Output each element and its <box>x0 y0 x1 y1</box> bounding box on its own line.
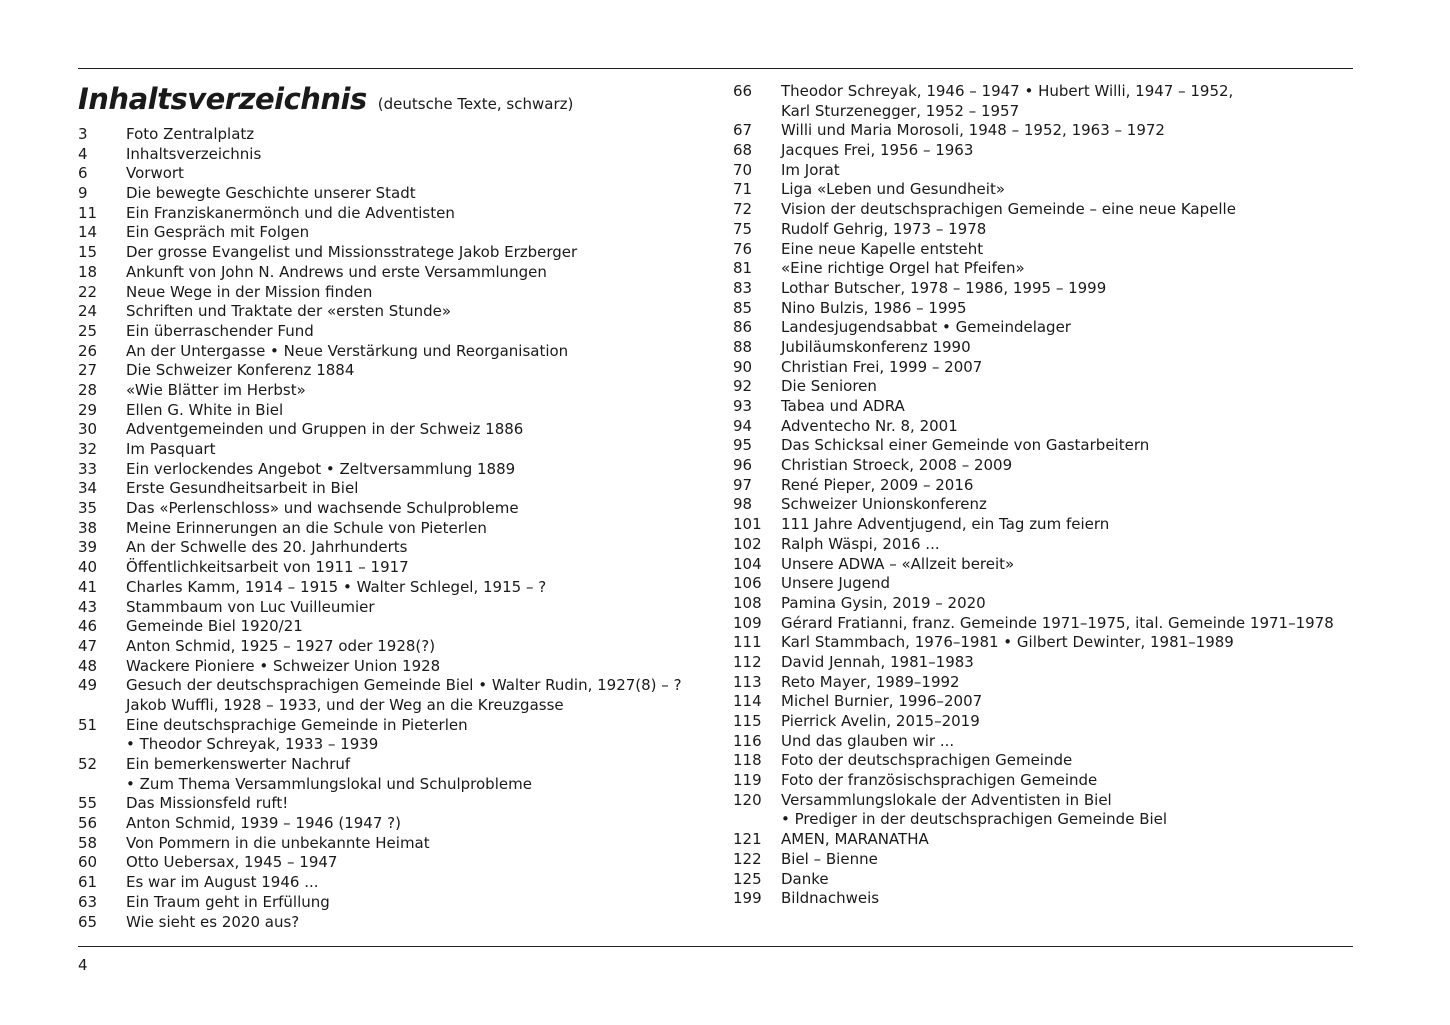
toc-page-number <box>733 810 781 830</box>
toc-entry <box>78 676 718 696</box>
toc-page-number: 29 <box>78 400 98 419</box>
toc-page-number <box>78 775 126 795</box>
toc-entry <box>78 657 718 677</box>
toc-entry <box>733 692 1353 712</box>
toc-entry <box>733 180 1353 200</box>
toc-entry <box>733 535 1353 555</box>
toc-entry <box>78 538 718 558</box>
toc-entry <box>733 397 1353 417</box>
toc-entry-title: Das «Perlenschloss» und wachsende Schulprobleme <box>126 499 519 518</box>
toc-page-number: 35 <box>78 499 98 518</box>
toc-entry <box>733 574 1353 594</box>
toc-page-number: 114 <box>733 692 762 711</box>
toc-entry-title: Anton Schmid, 1939 – 1946 (1947 ?) <box>126 814 401 833</box>
toc-entry <box>733 476 1353 496</box>
toc-entry <box>733 456 1353 476</box>
toc-entry-title: Die Senioren <box>781 377 877 396</box>
toc-entry <box>78 164 718 184</box>
toc-page-number: 24 <box>78 302 98 321</box>
toc-page-number: 56 <box>78 814 98 833</box>
toc-entry <box>78 696 718 716</box>
toc-entry-title: Wie sieht es 2020 aus? <box>126 912 300 931</box>
toc-entry <box>733 121 1353 141</box>
toc-entry-title: Ralph Wäspi, 2016 ... <box>781 534 940 553</box>
toc-entry-title: Meine Erinnerungen an die Schule von Pieterlen <box>126 518 487 537</box>
toc-entry <box>733 279 1353 299</box>
toc-page-number: 49 <box>78 676 98 695</box>
toc-entry <box>78 361 718 381</box>
toc-entry-title: Liga «Leben und Gesundheit» <box>781 180 1005 199</box>
toc-page-number: 33 <box>78 459 98 478</box>
toc-entry-title: 111 Jahre Adventjugend, ein Tag zum feiern <box>781 515 1110 534</box>
toc-page-number: 108 <box>733 593 762 612</box>
toc-left-column <box>78 82 718 932</box>
toc-entry <box>78 342 718 362</box>
toc-entry-title: Schriften und Traktate der «ersten Stunde» <box>126 302 452 321</box>
toc-page-number: 26 <box>78 341 98 360</box>
bottom-rule <box>78 946 1353 947</box>
toc-entry <box>733 200 1353 220</box>
toc-page-number: 61 <box>78 873 98 892</box>
toc-entry <box>733 358 1353 378</box>
toc-entry-title: Reto Mayer, 1989–1992 <box>781 672 960 691</box>
toc-entry <box>733 259 1353 279</box>
toc-page-number: 86 <box>733 318 753 337</box>
toc-entry <box>78 834 718 854</box>
toc-page-number: 81 <box>733 259 753 278</box>
toc-entry <box>78 184 718 204</box>
toc-entry-title: Christian Frei, 1999 – 2007 <box>781 357 983 376</box>
toc-page-number: 65 <box>78 912 98 931</box>
toc-page-number: 52 <box>78 755 98 773</box>
toc-page-number: 115 <box>733 712 762 730</box>
toc-entry-title: Ein überraschender Fund <box>126 321 314 340</box>
toc-entry <box>78 913 718 933</box>
toc-entry-title: Christian Stroeck, 2008 – 2009 <box>781 456 1013 475</box>
toc-entry-title: Foto der französischsprachigen Gemeinde <box>781 771 1098 790</box>
toc-entry <box>78 853 718 873</box>
toc-page-number: 30 <box>78 420 98 439</box>
toc-entry <box>733 240 1353 260</box>
toc-page-number: 55 <box>78 794 98 813</box>
toc-entry-title: Das Missionsfeld ruft! <box>126 794 289 813</box>
toc-page-number: 119 <box>733 771 762 790</box>
toc-entry <box>733 614 1353 634</box>
page-number: 4 <box>78 956 88 974</box>
toc-page-number: 40 <box>78 558 98 577</box>
toc-entry-title: Biel – Bienne <box>781 849 878 868</box>
toc-page-number: 109 <box>733 613 762 632</box>
toc-entry-title: Eine deutschsprachige Gemeinde in Pieterlen <box>126 715 468 734</box>
toc-entry <box>78 125 718 145</box>
toc-entry <box>733 495 1353 515</box>
toc-entry-title: Und das glauben wir ... <box>781 731 955 750</box>
page-title: Inhaltsverzeichnis <box>78 82 367 116</box>
toc-page-number: 70 <box>733 160 753 179</box>
toc-page-number: 90 <box>733 357 753 376</box>
toc-page-number: 72 <box>733 200 753 219</box>
toc-page-number: 63 <box>78 892 98 911</box>
toc-entry-title: Ellen G. White in Biel <box>126 400 284 419</box>
toc-entry <box>78 775 718 795</box>
toc-entry <box>78 145 718 165</box>
toc-entry-title: Ein verlockendes Angebot • Zeltversammlung 1889 <box>126 459 516 478</box>
toc-entry-title: Jakob Wuffli, 1928 – 1933, und der Weg an die Kreuzgasse <box>126 695 564 714</box>
toc-entry-title: Gemeinde Biel 1920/21 <box>126 617 303 636</box>
toc-entry-title: Ankunft von John N. Andrews und erste Versammlungen <box>126 262 547 281</box>
toc-page-number: 101 <box>733 515 762 534</box>
toc-page-number: 39 <box>78 538 98 557</box>
toc-entry <box>78 893 718 913</box>
toc-entry <box>78 302 718 322</box>
toc-entry <box>733 850 1353 870</box>
toc-entry <box>733 102 1353 122</box>
toc-page-number: 51 <box>78 715 98 734</box>
toc-entry-title: An der Schwelle des 20. Jahrhunderts <box>126 538 408 557</box>
toc-page-number <box>78 696 126 716</box>
toc-page-number <box>78 735 126 755</box>
toc-entry-title: Vision der deutschsprachigen Gemeinde – eine neue Kapelle <box>781 200 1236 219</box>
toc-entry-title: Der grosse Evangelist und Missionsstratege Jakob Erzberger <box>126 243 578 262</box>
toc-entry-title: Lothar Butscher, 1978 – 1986, 1995 – 1999 <box>781 278 1107 297</box>
toc-page-number: 104 <box>733 554 762 573</box>
toc-list-left <box>78 125 718 932</box>
toc-entry-title: Gérard Fratianni, franz. Gemeinde 1971–1975, ital. Gemeinde 1971–1978 <box>781 613 1334 632</box>
toc-page-number: 118 <box>733 751 762 770</box>
toc-page-number: 15 <box>78 243 98 262</box>
toc-entry <box>733 830 1353 850</box>
toc-entry <box>733 791 1353 811</box>
toc-entry <box>78 420 718 440</box>
toc-entry <box>733 712 1353 732</box>
toc-page-number: 6 <box>78 164 88 183</box>
toc-entry <box>78 223 718 243</box>
toc-entry-title: Willi und Maria Morosoli, 1948 – 1952, 1963 – 1972 <box>781 121 1165 140</box>
toc-entry-title: Das Schicksal einer Gemeinde von Gastarbeitern <box>781 436 1150 455</box>
toc-page-number: 102 <box>733 534 762 553</box>
toc-entry <box>78 243 718 263</box>
toc-page-number: 113 <box>733 672 762 691</box>
toc-entry-title: Unsere ADWA – «Allzeit bereit» <box>781 554 1015 573</box>
toc-entry-title: Ein Traum geht in Erfüllung <box>126 892 330 911</box>
toc-entry-title: Inhaltsverzeichnis <box>126 144 262 163</box>
toc-entry <box>733 299 1353 319</box>
toc-entry <box>733 732 1353 752</box>
toc-entry-title: Karl Sturzenegger, 1952 – 1957 <box>781 101 1020 120</box>
toc-entry-title: Im Pasquart <box>126 440 216 458</box>
toc-page-number: 22 <box>78 282 98 301</box>
toc-entry <box>733 141 1353 161</box>
toc-page-number: 85 <box>733 298 753 317</box>
toc-entry-title: Unsere Jugend <box>781 574 891 593</box>
toc-page-number: 76 <box>733 239 753 258</box>
toc-entry <box>78 440 718 460</box>
toc-entry-title: Michel Burnier, 1996–2007 <box>781 692 983 711</box>
toc-page-number: 111 <box>733 633 762 652</box>
toc-entry <box>78 735 718 755</box>
toc-page-number: 58 <box>78 833 98 852</box>
toc-entry-title: Erste Gesundheitsarbeit in Biel <box>126 479 359 498</box>
toc-page-number: 14 <box>78 223 98 242</box>
toc-page-number: 98 <box>733 495 753 514</box>
toc-entry-title: Von Pommern in die unbekannte Heimat <box>126 833 430 852</box>
toc-entry <box>733 771 1353 791</box>
toc-entry-title: Foto Zentralplatz <box>126 125 255 143</box>
toc-entry-title: Pierrick Avelin, 2015–2019 <box>781 712 980 730</box>
toc-entry <box>733 810 1353 830</box>
toc-entry-title: Wackere Pioniere • Schweizer Union 1928 <box>126 656 441 675</box>
toc-entry <box>733 417 1353 437</box>
toc-entry-title: «Eine richtige Orgel hat Pfeifen» <box>781 259 1025 278</box>
toc-entry <box>78 322 718 342</box>
toc-entry <box>78 558 718 578</box>
toc-page-number: 27 <box>78 361 98 380</box>
toc-page-number: 43 <box>78 597 98 616</box>
toc-entry-title: • Theodor Schreyak, 1933 – 1939 <box>126 735 379 754</box>
toc-entry-title: Theodor Schreyak, 1946 – 1947 • Hubert Willi, 1947 – 1952, <box>781 82 1234 100</box>
toc-entry-title: Charles Kamm, 1914 – 1915 • Walter Schlegel, 1915 – ? <box>126 577 547 596</box>
toc-page-number: 94 <box>733 416 753 435</box>
toc-entry-title: Landesjugendsabbat • Gemeindelager <box>781 318 1071 337</box>
toc-entry <box>78 263 718 283</box>
toc-entry-title: Adventgemeinden und Gruppen in der Schweiz 1886 <box>126 420 524 439</box>
toc-entry <box>733 161 1353 181</box>
toc-entry-title: • Prediger in der deutschsprachigen Gemeinde Biel <box>781 810 1168 829</box>
toc-entry-title: Gesuch der deutschsprachigen Gemeinde Biel • Walter Rudin, 1927(8) – ? <box>126 676 682 695</box>
toc-entry-title: Karl Stammbach, 1976–1981 • Gilbert Dewinter, 1981–1989 <box>781 633 1234 652</box>
toc-page-number: 75 <box>733 219 753 238</box>
toc-entry-title: Foto der deutschsprachigen Gemeinde <box>781 751 1073 770</box>
toc-entry <box>733 220 1353 240</box>
toc-entry <box>733 751 1353 771</box>
toc-entry-title: Anton Schmid, 1925 – 1927 oder 1928(?) <box>126 636 436 655</box>
toc-entry <box>733 594 1353 614</box>
toc-entry <box>78 598 718 618</box>
toc-page-number <box>733 102 781 122</box>
toc-page-number: 38 <box>78 518 98 537</box>
toc-entry-title: Tabea und ADRA <box>781 397 905 415</box>
toc-entry <box>78 479 718 499</box>
page-subtitle: (deutsche Texte, schwarz) <box>377 95 574 113</box>
toc-entry <box>733 436 1353 456</box>
toc-entry <box>78 873 718 893</box>
toc-entry-title: Ein Franziskanermönch und die Adventisten <box>126 203 455 222</box>
toc-page-number: 28 <box>78 380 98 399</box>
toc-entry-title: Adventecho Nr. 8, 2001 <box>781 416 958 435</box>
toc-entry <box>733 653 1353 673</box>
toc-entry <box>733 633 1353 653</box>
toc-entry-title: Schweizer Unionskonferenz <box>781 495 987 514</box>
toc-entry-title: «Wie Blätter im Herbst» <box>126 380 306 399</box>
toc-entry <box>78 578 718 598</box>
toc-page-number: 34 <box>78 479 98 498</box>
toc-entry <box>78 716 718 736</box>
toc-entry <box>78 814 718 834</box>
toc-page-number: 83 <box>733 278 753 297</box>
toc-page-number: 48 <box>78 656 98 675</box>
toc-page-number: 9 <box>78 184 88 203</box>
toc-entry <box>733 555 1353 575</box>
toc-entry-title: Pamina Gysin, 2019 – 2020 <box>781 593 986 612</box>
toc-page-number: 116 <box>733 731 762 750</box>
toc-page-number: 67 <box>733 121 753 140</box>
toc-page-number: 25 <box>78 321 98 340</box>
toc-entry-title: Neue Wege in der Mission finden <box>126 282 373 301</box>
toc-entry-title: Otto Uebersax, 1945 – 1947 <box>126 853 338 872</box>
toc-entry-title: Öffentlichkeitsarbeit von 1911 – 1917 <box>126 558 409 577</box>
toc-entry-title: Die bewegte Geschichte unserer Stadt <box>126 184 416 203</box>
toc-page-number: 88 <box>733 337 753 356</box>
toc-page-number: 122 <box>733 849 762 868</box>
toc-page-number: 97 <box>733 475 753 494</box>
toc-entry <box>78 460 718 480</box>
toc-entry-title: Jacques Frei, 1956 – 1963 <box>781 141 974 160</box>
toc-entry <box>78 755 718 775</box>
toc-entry <box>78 401 718 421</box>
toc-page-number: 3 <box>78 125 88 143</box>
toc-entry-title: Im Jorat <box>781 160 840 179</box>
toc-entry <box>733 318 1353 338</box>
toc-page-number: 96 <box>733 456 753 475</box>
toc-entry-title: An der Untergasse • Neue Verstärkung und Reorganisation <box>126 341 569 360</box>
toc-entry-title: AMEN, MARANATHA <box>781 830 929 849</box>
toc-entry <box>78 519 718 539</box>
toc-entry <box>78 381 718 401</box>
toc-page-number: 18 <box>78 262 98 281</box>
toc-page-number: 121 <box>733 830 762 849</box>
toc-page-number: 46 <box>78 617 98 636</box>
toc-page-number: 47 <box>78 636 98 655</box>
toc-entry <box>733 515 1353 535</box>
toc-entry-title: Jubiläumskonferenz 1990 <box>781 337 971 356</box>
toc-entry <box>78 204 718 224</box>
toc-page-number: 71 <box>733 180 753 199</box>
toc-entry-title: Bildnachweis <box>781 889 880 908</box>
toc-page-number: 199 <box>733 889 762 908</box>
toc-entry <box>733 673 1353 693</box>
toc-page-number: 95 <box>733 436 753 455</box>
toc-entry-title: Vorwort <box>126 164 184 183</box>
toc-entry <box>78 637 718 657</box>
toc-page-number: 125 <box>733 869 762 888</box>
toc-entry-title: Rudolf Gehrig, 1973 – 1978 <box>781 219 987 238</box>
toc-entry <box>78 499 718 519</box>
toc-page-number: 41 <box>78 577 98 596</box>
toc-entry <box>733 338 1353 358</box>
toc-page-number: 60 <box>78 853 98 872</box>
toc-page-number: 106 <box>733 574 762 593</box>
top-rule <box>78 68 1353 69</box>
toc-page-number: 120 <box>733 790 762 809</box>
toc-entry <box>733 377 1353 397</box>
toc-entry-title: Es war im August 1946 ... <box>126 873 319 892</box>
toc-entry-title: René Pieper, 2009 – 2016 <box>781 475 974 494</box>
toc-entry-title: David Jennah, 1981–1983 <box>781 652 974 671</box>
toc-page-number: 68 <box>733 141 753 160</box>
toc-entry <box>78 283 718 303</box>
toc-heading <box>78 82 718 122</box>
toc-entry <box>733 870 1353 890</box>
toc-entry-title: Die Schweizer Konferenz 1884 <box>126 361 355 380</box>
toc-entry <box>78 794 718 814</box>
toc-entry-title: Nino Bulzis, 1986 – 1995 <box>781 298 967 317</box>
toc-page-number: 92 <box>733 377 753 396</box>
toc-page-number: 32 <box>78 440 98 458</box>
toc-entry <box>733 82 1353 102</box>
toc-page-number: 93 <box>733 397 753 415</box>
toc-page-number: 112 <box>733 652 762 671</box>
toc-entry-title: Versammlungslokale der Adventisten in Biel <box>781 790 1112 809</box>
toc-entry-title: Danke <box>781 869 829 888</box>
toc-entry <box>733 889 1353 909</box>
toc-entry-title: Ein bemerkenswerter Nachruf <box>126 755 351 773</box>
toc-page-number: 4 <box>78 144 88 163</box>
toc-entry <box>78 617 718 637</box>
toc-entry-title: Ein Gespräch mit Folgen <box>126 223 310 242</box>
toc-list-right <box>733 82 1353 909</box>
toc-entry-title: Eine neue Kapelle entsteht <box>781 239 984 258</box>
toc-entry-title: Stammbaum von Luc Vuilleumier <box>126 597 375 616</box>
toc-page-number: 11 <box>78 203 98 222</box>
toc-entry-title: • Zum Thema Versammlungslokal und Schulprobleme <box>126 774 532 793</box>
toc-right-column <box>733 82 1353 909</box>
toc-page-number: 66 <box>733 82 753 100</box>
